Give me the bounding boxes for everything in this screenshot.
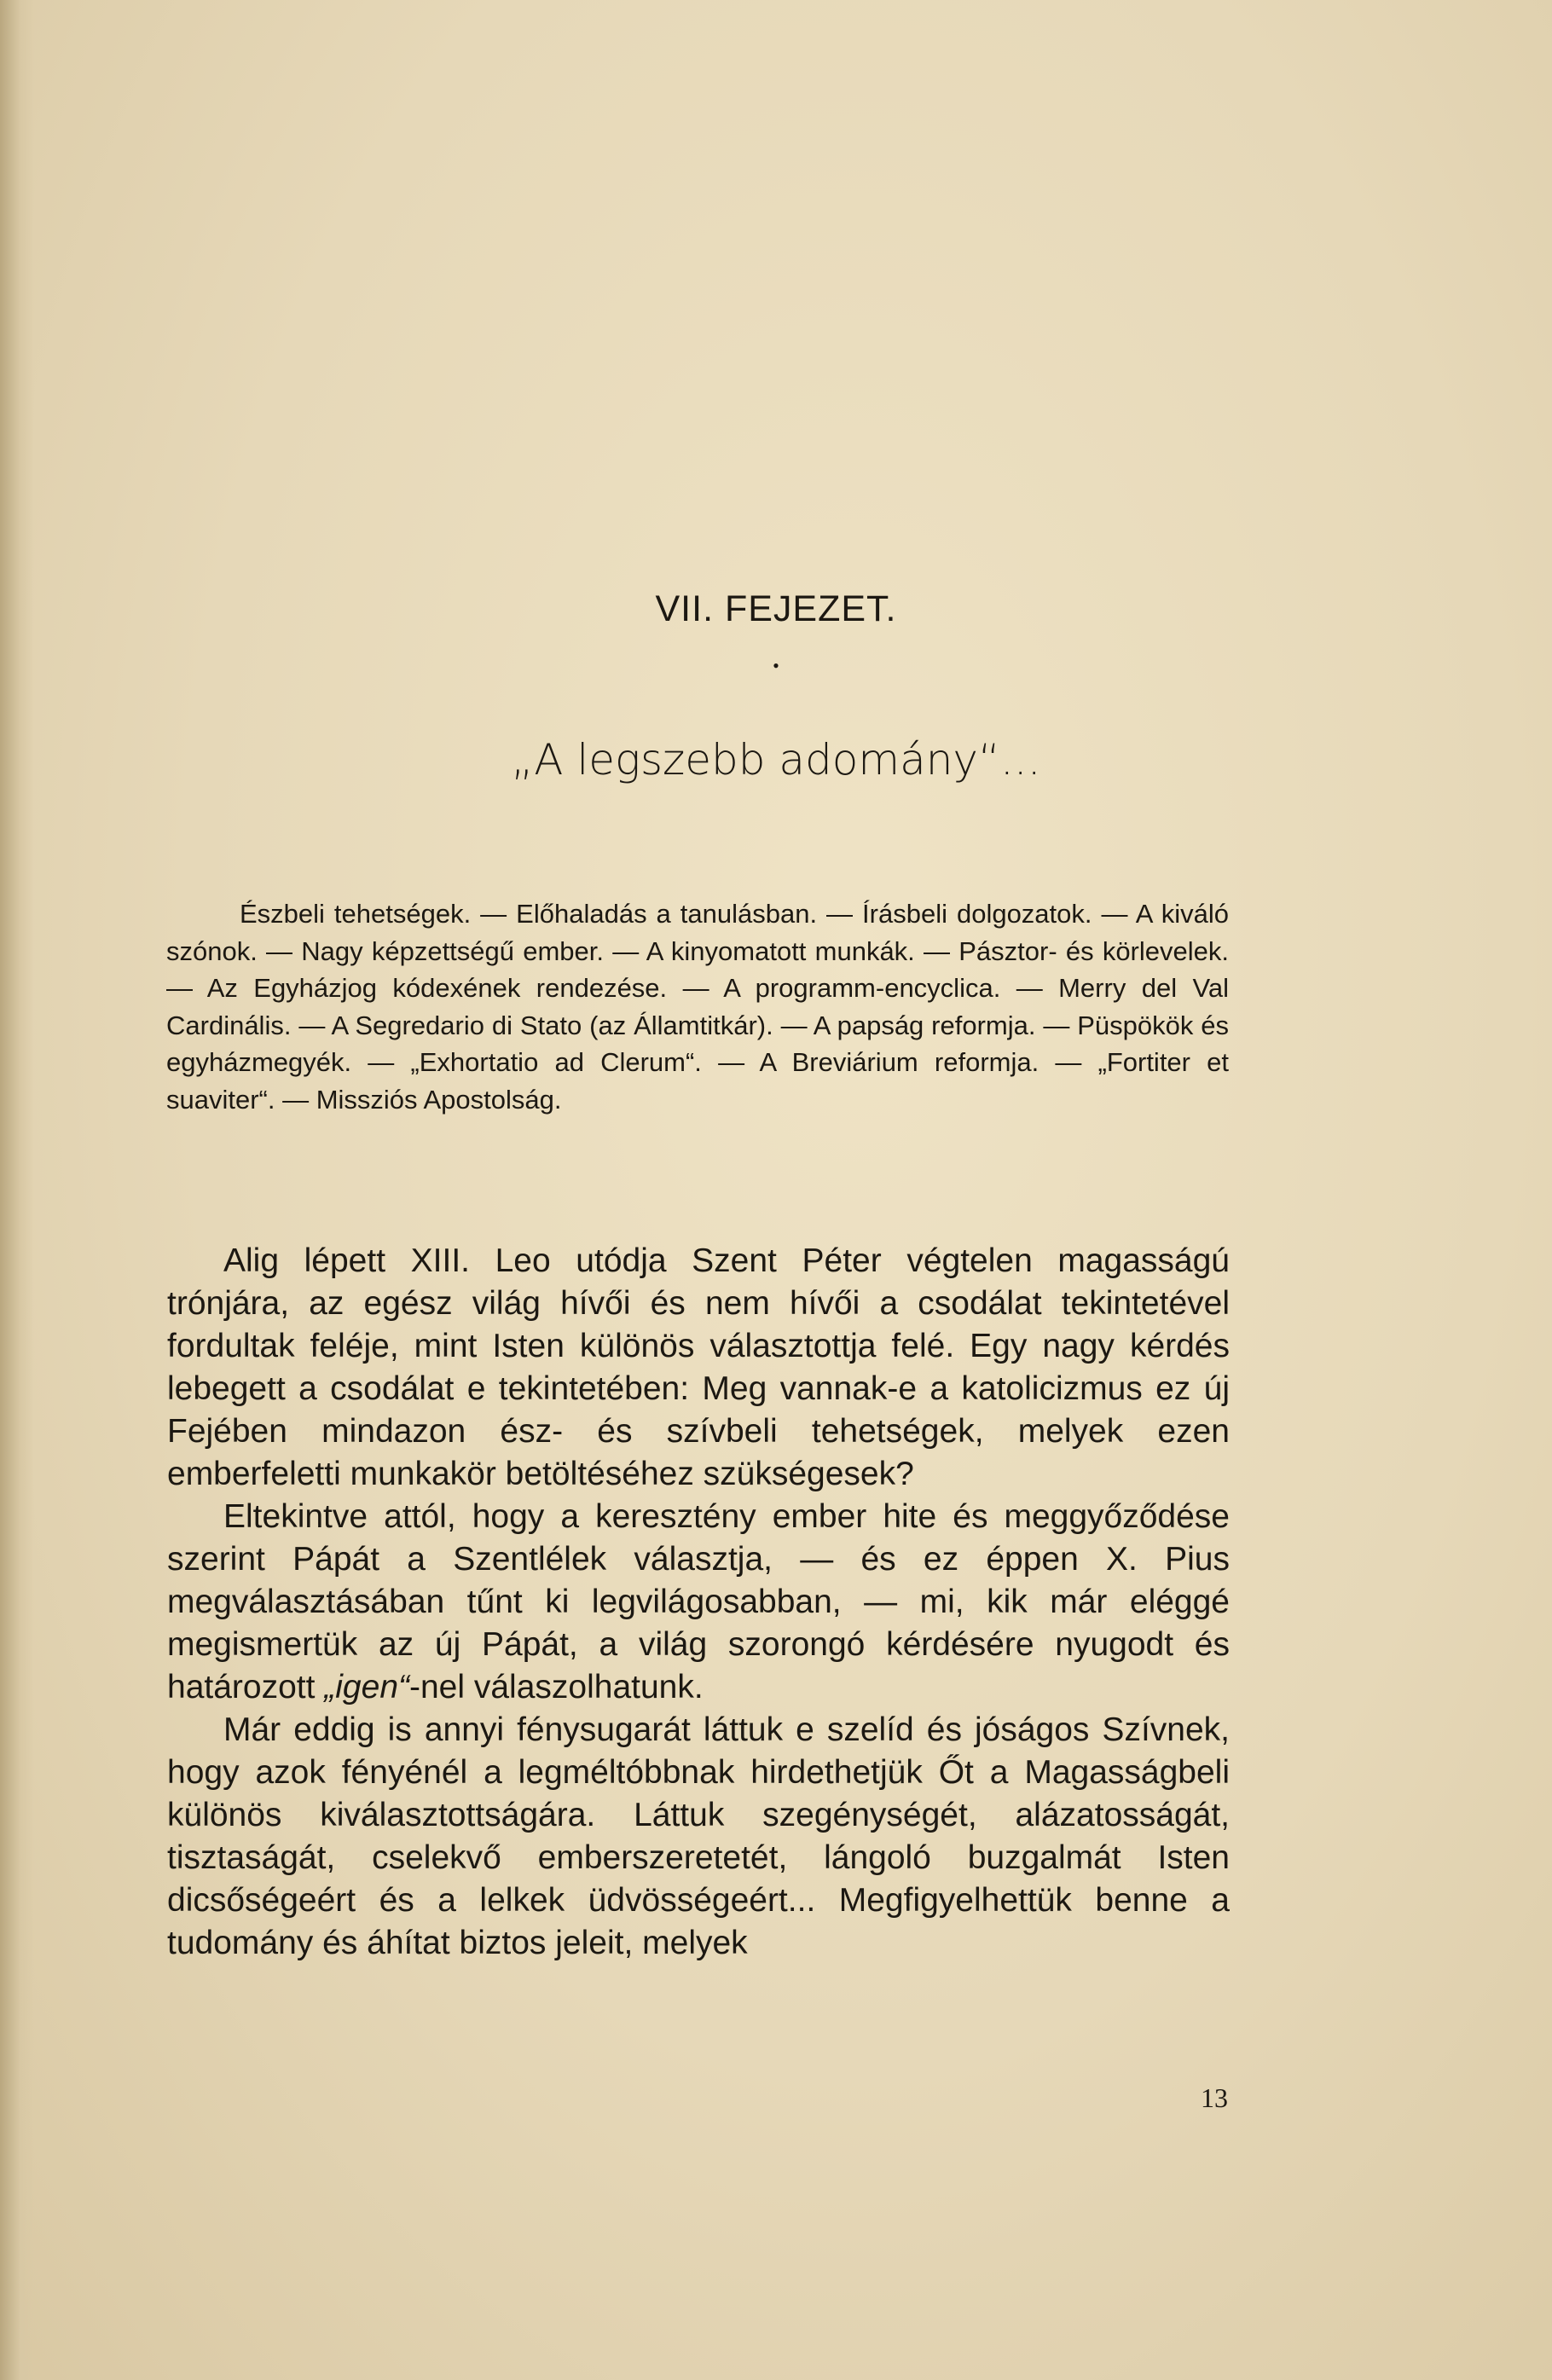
chapter-summary: Észbeli tehetségek. — Előhaladás a tanulásban. — Írásbeli dolgozatok. — A kiváló szónok. — Nagy képzettségű ember. — A kinyomatott munkák. — Pásztor- és körlevelek. — Az Egyházjog kódexének rendezése. — A programm-encyclica. — Merry del Val Cardinális. — A Segredario di Stato (az Államtitkár). — A papság reformja. — Püspökök és egyházmegyék. — „Exhortatio ad Clerum“. — A Breviárium reformja. — „Fortiter et suaviter“. — Missziós Apostolság. — [166, 899, 1229, 1115]
spine-shadow — [0, 0, 34, 2380]
paragraph-1: Alig lépett XIII. Leo utódja Szent Péter végtelen magasságú trónjára, az egész világ hívői és nem hívői a csodálat tekintetével fordultak feléje, mint Isten különös választottja felé. Egy nagy kérdés lebegett a csodálat e tekintetében: Meg vannak-e a katolicizmus ez új Fejében mindazon ész- és szívbeli tehetségek, melyek ezen emberfeletti munkakör betöltéséhez szükségesek? — [167, 1242, 1230, 1492]
paragraph-2-start: Eltekintve attól, hogy a keresztény ember hite és meggyőződése szerint Pápát a Szentlélek választja, — és ez éppen X. Pius megválasztásában tűnt ki legvilágosabban, — mi, kik már eléggé megismertük az új Pápát, a világ szorongó kérdésére nyugodt és határozott — [167, 1498, 1230, 1705]
paragraph-2-end: -nel válaszolhatunk. — [409, 1669, 704, 1705]
paragraph-2 — [167, 1496, 1230, 1709]
paragraph-3: Már eddig is annyi fénysugarát láttuk e szelíd és jóságos Szívnek, hogy azok fényénél a legméltóbbnak hirdethetjük Őt a Magasságbeli különös kiválasztottságára. Láttuk szegénységét, alázatosságát, tisztaságát, cselekvő emberszeretetét, lángoló buzgalmát Isten dicsőségeért és a lelkek üdvösségeért... Megfigyelhettük benne a tudomány és áhítat biztos jeleit, melyek — [167, 1711, 1230, 1961]
chapter-heading: VII. FEJEZET. — [655, 588, 897, 629]
chapter-title: „A legszebb adomány“... — [511, 735, 1041, 785]
paragraph-2-italic: „igen“ — [324, 1669, 409, 1705]
ornament-dot: • — [773, 655, 779, 676]
page-number: 13 — [1201, 2082, 1228, 2113]
body-text — [167, 1240, 1230, 1965]
